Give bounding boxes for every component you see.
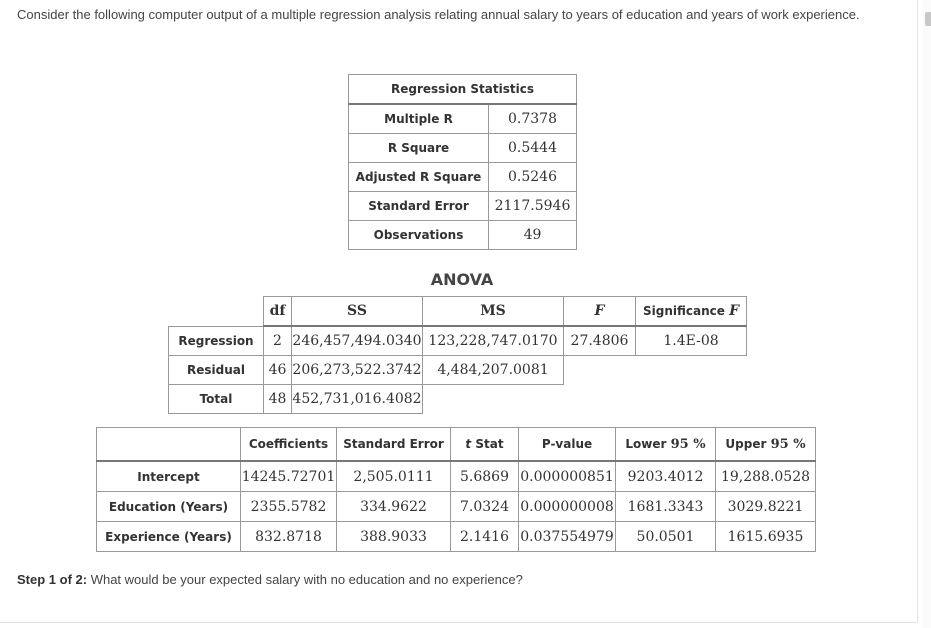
table-row [97,461,816,492]
coef-header-t-stat: t Stat [451,428,519,462]
stat-value: 0.5246 [489,163,577,192]
scrollbar-track[interactable] [923,0,931,628]
coef-p: 0.037554979 [519,522,616,552]
anova-header-significance: Significance F [636,297,747,327]
coef-lower: 9203.4012 [616,461,716,492]
coef-row-label: Intercept [97,461,241,492]
anova-df: 48 [264,385,292,414]
coef-header-lower-95: Lower 95 % [616,428,716,462]
coef-upper: 1615.6935 [716,522,816,552]
anova-ss: 206,273,522.3742 [292,356,423,385]
coef-upper: 3029.8221 [716,492,816,522]
anova-header-df: df [264,297,292,327]
coef-t: 7.0324 [451,492,519,522]
coef-lower: 1681.3343 [616,492,716,522]
table-row [349,192,577,221]
stat-label: Observations [349,221,489,250]
coef-value: 14245.72701 [241,461,337,492]
stat-value: 0.5444 [489,134,577,163]
table-header-row [97,428,816,462]
coef-t: 2.1416 [451,522,519,552]
stat-value: 49 [489,221,577,250]
anova-row-label: Residual [169,356,264,385]
coef-lower: 50.0501 [616,522,716,552]
stat-label: Adjusted R Square [349,163,489,192]
anova-row-label: Total [169,385,264,414]
anova-header-f: F [564,297,636,327]
anova-header-ss: SS [292,297,423,327]
coef-se: 334.9622 [337,492,451,522]
stat-label: Standard Error [349,192,489,221]
anova-ss: 452,731,016.4082 [292,385,423,414]
coef-header-p-value: P-value [519,428,616,462]
coef-p: 0.000000008 [519,492,616,522]
anova-ms: 4,484,207.0081 [423,356,564,385]
coef-t: 5.6869 [451,461,519,492]
table-row [349,163,577,192]
table-row [97,492,816,522]
step-prompt [17,572,523,587]
coef-row-label: Experience (Years) [97,522,241,552]
coef-header-coefficients: Coefficients [241,428,337,462]
coef-value: 2355.5782 [241,492,337,522]
stat-value: 2117.5946 [489,192,577,221]
coef-header-upper-95: Upper 95 % [716,428,816,462]
table-row [349,134,577,163]
stat-label: R Square [349,134,489,163]
table-row [169,385,747,414]
anova-f: 27.4806 [564,326,636,356]
anova-ss: 246,457,494.0340 [292,326,423,356]
anova-row-label: Regression [169,326,264,356]
table-row [97,522,816,552]
regression-statistics-title: Regression Statistics [349,75,577,105]
table-header-row [169,297,747,327]
table-row [349,104,577,134]
anova-title: ANOVA [430,270,494,289]
coef-value: 832.8718 [241,522,337,552]
anova-table [168,296,747,414]
step-question: What would be your expected salary with no education and no experience? [87,572,523,587]
stat-label: Multiple R [349,104,489,134]
table-row [169,356,747,385]
anova-ms: 123,228,747.0170 [423,326,564,356]
regression-statistics-table [348,74,577,250]
coef-header-standard-error: Standard Error [337,428,451,462]
anova-df: 46 [264,356,292,385]
step-label: Step 1 of 2: [17,572,88,587]
coef-se: 2,505.0111 [337,461,451,492]
table-row [349,221,577,250]
anova-header-ms: MS [423,297,564,327]
anova-significance: 1.4E-08 [636,326,747,356]
table-row [169,326,747,356]
coef-row-label: Education (Years) [97,492,241,522]
stat-value: 0.7378 [489,104,577,134]
scrollbar-thumb[interactable] [925,12,931,26]
coef-se: 388.9033 [337,522,451,552]
coefficients-table [96,427,816,552]
coef-p: 0.000000851 [519,461,616,492]
question-text: Consider the following computer output of a multiple regression analysis relating annual salary to years of education and years of work experience. [17,7,860,22]
coef-upper: 19,288.0528 [716,461,816,492]
anova-df: 2 [264,326,292,356]
